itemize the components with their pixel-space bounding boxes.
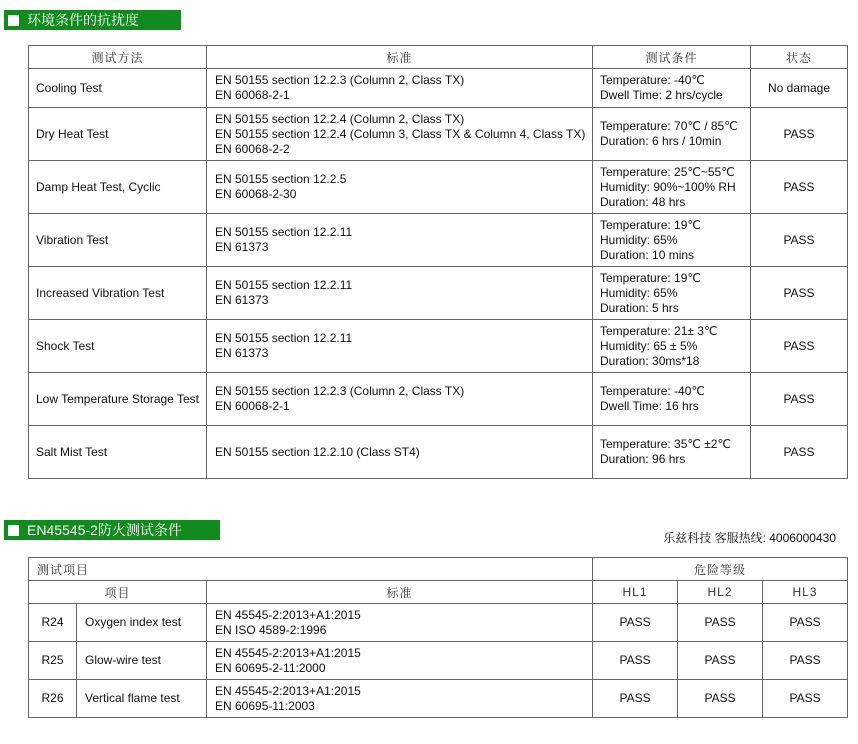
- condition-line: Duration: 30ms*18: [600, 353, 700, 368]
- test-method: Shock Test: [29, 320, 207, 373]
- header-item: 项目: [29, 581, 207, 604]
- condition-line: Duration: 96 hrs: [600, 452, 686, 466]
- test-conditions: [593, 69, 751, 108]
- test-method: Increased Vibration Test: [29, 267, 207, 320]
- table-subheader-row: [29, 581, 848, 604]
- test-method: Low Temperature Storage Test: [29, 373, 207, 426]
- section-title: 环境条件的抗扰度: [27, 12, 139, 28]
- standard-line: EN 61373: [215, 240, 269, 254]
- header-hl3: HL3: [763, 581, 848, 604]
- hazard-level-result: PASS: [763, 604, 848, 642]
- condition-line: Temperature: 19℃: [600, 270, 701, 285]
- hotline-text: 乐兹科技 客服热线: 4006000430: [663, 531, 836, 545]
- header-hl2: HL2: [678, 581, 763, 604]
- condition-line: Humidity: 65 ± 5%: [600, 338, 698, 353]
- standard-line: EN 45545-2:2013+A1:2015: [215, 645, 361, 660]
- standard-line: EN 45545-2:2013+A1:2015: [215, 607, 361, 622]
- test-standard: [207, 267, 593, 320]
- status-value: PASS: [751, 214, 848, 267]
- test-conditions: [593, 320, 751, 373]
- test-standard: [207, 108, 593, 161]
- test-code: R24: [29, 604, 77, 642]
- standard-line: EN 60695-11:2003: [215, 698, 315, 713]
- status-value: PASS: [751, 320, 848, 373]
- test-method: Salt Mist Test: [29, 426, 207, 479]
- test-name: Glow-wire test: [77, 642, 207, 680]
- condition-line: Duration: 5 hrs: [600, 300, 679, 315]
- standard-line: EN 61373: [215, 293, 269, 307]
- status-value: PASS: [751, 108, 848, 161]
- test-standard: [207, 69, 593, 108]
- hazard-level-result: PASS: [763, 642, 848, 680]
- header-standard: 标准: [207, 581, 593, 604]
- condition-line: Duration: 6 hrs / 10min: [600, 134, 722, 148]
- test-standard: [207, 320, 593, 373]
- condition-line: Duration: 48 hrs: [600, 194, 686, 209]
- square-bullet-icon: [8, 15, 19, 26]
- condition-line: Temperature: -40℃: [600, 384, 705, 398]
- hazard-level-result: PASS: [678, 604, 763, 642]
- hazard-level-result: PASS: [593, 680, 678, 718]
- header-status: 状态: [751, 46, 848, 69]
- standard-line: EN 50155 section 12.2.3 (Column 2, Class TX): [215, 73, 465, 87]
- header-standard: 标准: [207, 46, 593, 69]
- test-standard: [207, 604, 593, 642]
- table-row: [29, 642, 848, 680]
- condition-line: Temperature: 21± 3℃: [600, 323, 718, 338]
- standard-line: EN 50155 section 12.2.4 (Column 2, Class TX): [215, 111, 465, 126]
- test-conditions: [593, 108, 751, 161]
- condition-line: Duration: 10 mins: [600, 247, 695, 262]
- status-value: PASS: [751, 267, 848, 320]
- environment-test-table: [28, 45, 848, 479]
- header-method: 测试方法: [29, 46, 207, 69]
- condition-line: Humidity: 65%: [600, 285, 678, 300]
- hazard-level-result: PASS: [678, 680, 763, 718]
- test-standard: [207, 642, 593, 680]
- status-value: PASS: [751, 161, 848, 214]
- standard-line: EN 45545-2:2013+A1:2015: [215, 683, 361, 698]
- test-name: Vertical flame test: [77, 680, 207, 718]
- test-method: Cooling Test: [29, 69, 207, 108]
- test-conditions: [593, 161, 751, 214]
- standard-line: EN 50155 section 12.2.11: [215, 331, 353, 345]
- header-conditions: 测试条件: [593, 46, 751, 69]
- table-row: [29, 320, 848, 373]
- hazard-level-result: PASS: [593, 642, 678, 680]
- header-hl1: HL1: [593, 581, 678, 604]
- header-test-items: 测试项目: [29, 558, 593, 581]
- section-header-environment: [4, 10, 181, 30]
- standard-line: EN 60068-2-1: [215, 88, 290, 102]
- test-name: Oxygen index test: [77, 604, 207, 642]
- standard-line: EN ISO 4589-2:1996: [215, 622, 327, 637]
- test-code: R25: [29, 642, 77, 680]
- standard-line: EN 50155 section 12.2.10 (Class ST4): [215, 444, 420, 459]
- standard-line: EN 61373: [215, 346, 269, 360]
- standard-line: EN 50155 section 12.2.11: [215, 225, 353, 239]
- test-standard: [207, 373, 593, 426]
- table-row: [29, 108, 848, 161]
- hazard-level-result: PASS: [678, 642, 763, 680]
- standard-line: EN 50155 section 12.2.11: [215, 278, 353, 292]
- condition-line: Humidity: 90%~100% RH: [600, 179, 736, 194]
- table-row: [29, 267, 848, 320]
- test-method: Vibration Test: [29, 214, 207, 267]
- status-value: PASS: [751, 373, 848, 426]
- standard-line: EN 50155 section 12.2.5: [215, 172, 347, 186]
- status-value: PASS: [751, 426, 848, 479]
- table-row: [29, 161, 848, 214]
- condition-line: Dwell Time: 2 hrs/cycle: [600, 88, 723, 102]
- condition-line: Temperature: -40℃: [600, 73, 705, 87]
- standard-line: EN 60068-2-1: [215, 399, 290, 413]
- test-code: R26: [29, 680, 77, 718]
- fire-test-table: [28, 557, 848, 718]
- square-bullet-icon: [8, 525, 19, 536]
- condition-line: Temperature: 35℃ ±2℃: [600, 437, 731, 451]
- condition-line: Temperature: 19℃: [600, 217, 701, 232]
- standard-line: EN 50155 section 12.2.4 (Column 3, Class TX & Column 4, Class TX): [215, 126, 586, 141]
- condition-line: Dwell Time: 16 hrs: [600, 399, 699, 413]
- table-row: [29, 373, 848, 426]
- test-standard: [207, 214, 593, 267]
- table-header-row: [29, 46, 848, 69]
- hazard-level-result: PASS: [763, 680, 848, 718]
- table-row: [29, 69, 848, 108]
- table-row: [29, 604, 848, 642]
- condition-line: Humidity: 65%: [600, 232, 678, 247]
- standard-line: EN 60695-2-11:2000: [215, 660, 326, 675]
- table-header-row: [29, 558, 848, 581]
- section-header-fire: [4, 520, 220, 540]
- hazard-level-result: PASS: [593, 604, 678, 642]
- table-row: [29, 680, 848, 718]
- section-title: EN45545-2防火测试条件: [27, 522, 182, 538]
- standard-line: EN 60068-2-30: [215, 187, 297, 201]
- standard-line: EN 60068-2-2: [215, 141, 290, 156]
- test-conditions: [593, 214, 751, 267]
- test-conditions: [593, 426, 751, 479]
- status-value: No damage: [751, 69, 848, 108]
- table-row: [29, 426, 848, 479]
- test-conditions: [593, 267, 751, 320]
- standard-line: EN 50155 section 12.2.3 (Column 2, Class TX): [215, 384, 465, 398]
- test-standard: [207, 680, 593, 718]
- header-hazard-level: 危险等级: [593, 558, 848, 581]
- test-standard: [207, 426, 593, 479]
- table-row: [29, 214, 848, 267]
- test-standard: [207, 161, 593, 214]
- test-conditions: [593, 373, 751, 426]
- condition-line: Temperature: 70℃ / 85℃: [600, 119, 738, 133]
- test-method: Dry Heat Test: [29, 108, 207, 161]
- condition-line: Temperature: 25℃~55℃: [600, 164, 735, 179]
- test-method: Damp Heat Test, Cyclic: [29, 161, 207, 214]
